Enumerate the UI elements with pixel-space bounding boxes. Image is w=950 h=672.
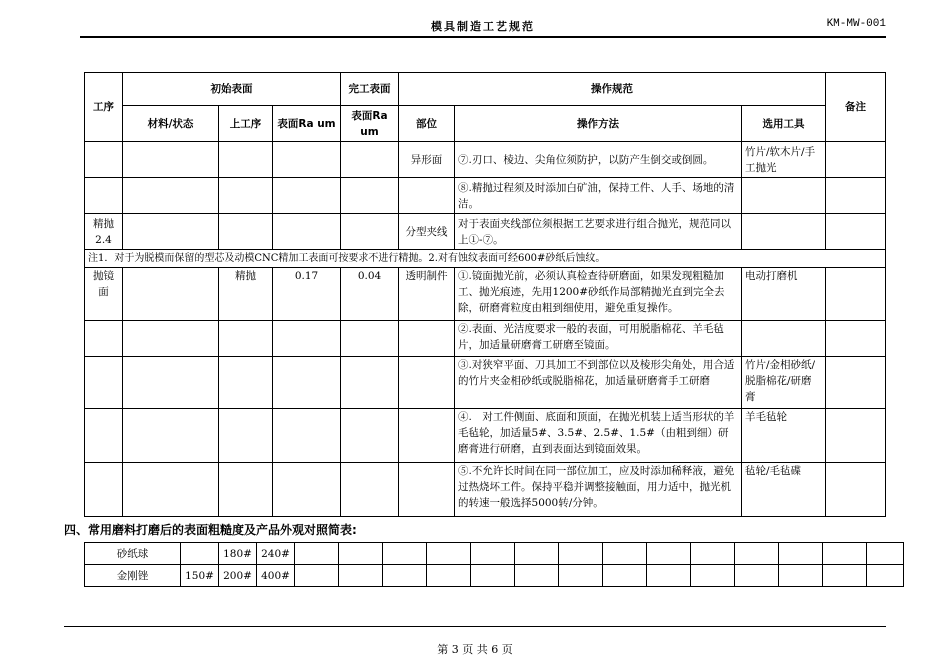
table-row: [85, 463, 886, 517]
table-row: [85, 142, 886, 178]
note-row: [85, 250, 886, 268]
section-4-title: 四、常用磨料打磨后的表面粗糙度及产品外观对照简表:: [64, 523, 357, 537]
header-surface-ra: 表面Ra um: [273, 106, 341, 142]
finished-ra-cell: 0.04: [341, 268, 399, 321]
tools-cell: 竹片/软木片/手工抛光: [742, 142, 826, 178]
table-row: [85, 565, 904, 587]
header-prev-process: 上工序: [219, 106, 273, 142]
header-part: 部位: [399, 106, 455, 142]
note-text: 注1．对于为脱模而保留的型芯及动模CNC精加工表面可按要求不进行精抛。2.对有蚀纹表面可经600#砂纸后蚀纹。: [85, 250, 886, 268]
header-operation-method: 操作方法: [455, 106, 742, 142]
abrasive-name: 砂纸球: [85, 543, 181, 565]
method-cell: ⑧.精抛过程须及时添加白矿油，保持工件、人手、场地的清洁。: [455, 178, 742, 214]
polishing-spec-table: [84, 72, 886, 517]
table-row: [85, 357, 886, 409]
prev-process-cell: 精抛: [219, 268, 273, 321]
process-cell: 精抛2.4: [85, 214, 123, 250]
method-cell: ②.表面、光洁度要求一般的表面，可用脱脂棉花、羊毛毡片，加适量研磨膏工研磨至镜面。: [455, 321, 742, 357]
footer-rule: [64, 626, 886, 627]
table-row: [85, 543, 904, 565]
document-code: KM-MW-001: [826, 18, 886, 30]
abrasive-name: 金刚锉: [85, 565, 181, 587]
grit-cell: [181, 543, 219, 565]
header-process: 工序: [85, 73, 123, 142]
page-header: [80, 14, 886, 34]
grit-cell: 400#: [257, 565, 295, 587]
tools-cell: 电动打磨机: [742, 268, 826, 321]
tools-cell: 竹片/金相砂纸/脱脂棉花/研磨膏: [742, 357, 826, 409]
part-cell: 异形面: [399, 142, 455, 178]
header-remark: 备注: [826, 73, 886, 142]
table-row: [85, 178, 886, 214]
header-finished-surface: 完工表面: [341, 73, 399, 106]
method-cell: 对于表面夹线部位须根据工艺要求进行组合抛光，规范同以上①-⑦。: [455, 214, 742, 250]
part-cell: 透明制件: [399, 268, 455, 321]
grit-cell: 240#: [257, 543, 295, 565]
method-cell: ①.镜面抛光前，必须认真检查待研磨面，如果发现粗糙加工、抛光痕迹，先用1200#砂纸作局部精抛光直到完全去除，研磨膏粒度由粗到细使用，避免重复操作。: [455, 268, 742, 321]
page-number: 第 3 页 共 6 页: [437, 643, 513, 656]
header-finished-ra: 表面Ra um: [341, 106, 399, 142]
method-cell: ④. 对工件侧面、底面和顶面，在抛光机装上适当形状的羊毛毡轮，加适量5#、3.5#、2.5#、1.5#（由粗到细）研磨膏进行研磨，直到表面达到镜面效果。: [455, 409, 742, 463]
table-row: [85, 321, 886, 357]
abrasive-table: [84, 542, 904, 587]
method-cell: ⑦.刃口、棱边、尖角位须防护，以防产生倒交或倒圆。: [455, 142, 742, 178]
document-title: 模具制造工艺规范: [431, 20, 535, 33]
grit-cell: 200#: [219, 565, 257, 587]
table-row: [85, 409, 886, 463]
method-cell: ③.对狭窄平面、刀具加工不到部位以及棱形尖角处，用合适的竹片夹金相砂纸或脱脂棉花，加适量研磨膏手工研磨: [455, 357, 742, 409]
method-cell: ⑤.不允许长时间在同一部位加工，应及时添加稀释液，避免过热烧坏工件。保持平稳并调整接触面，用力适中，抛光机的转速一般选择5000转/分钟。: [455, 463, 742, 517]
header-tools: 选用工具: [742, 106, 826, 142]
table-row: [85, 214, 886, 250]
process-cell: 抛镜面: [85, 268, 123, 321]
grit-cell: 150#: [181, 565, 219, 587]
ra-cell: 0.17: [273, 268, 341, 321]
header-operation-spec: 操作规范: [399, 73, 826, 106]
header-material-state: 材料/状态: [123, 106, 219, 142]
part-cell: 分型夹线: [399, 214, 455, 250]
table-row: [85, 268, 886, 321]
tools-cell: 毡轮/毛毡碟: [742, 463, 826, 517]
grit-cell: 180#: [219, 543, 257, 565]
header-initial-surface: 初始表面: [123, 73, 341, 106]
header-rule: [80, 36, 886, 38]
tools-cell: 羊毛毡轮: [742, 409, 826, 463]
